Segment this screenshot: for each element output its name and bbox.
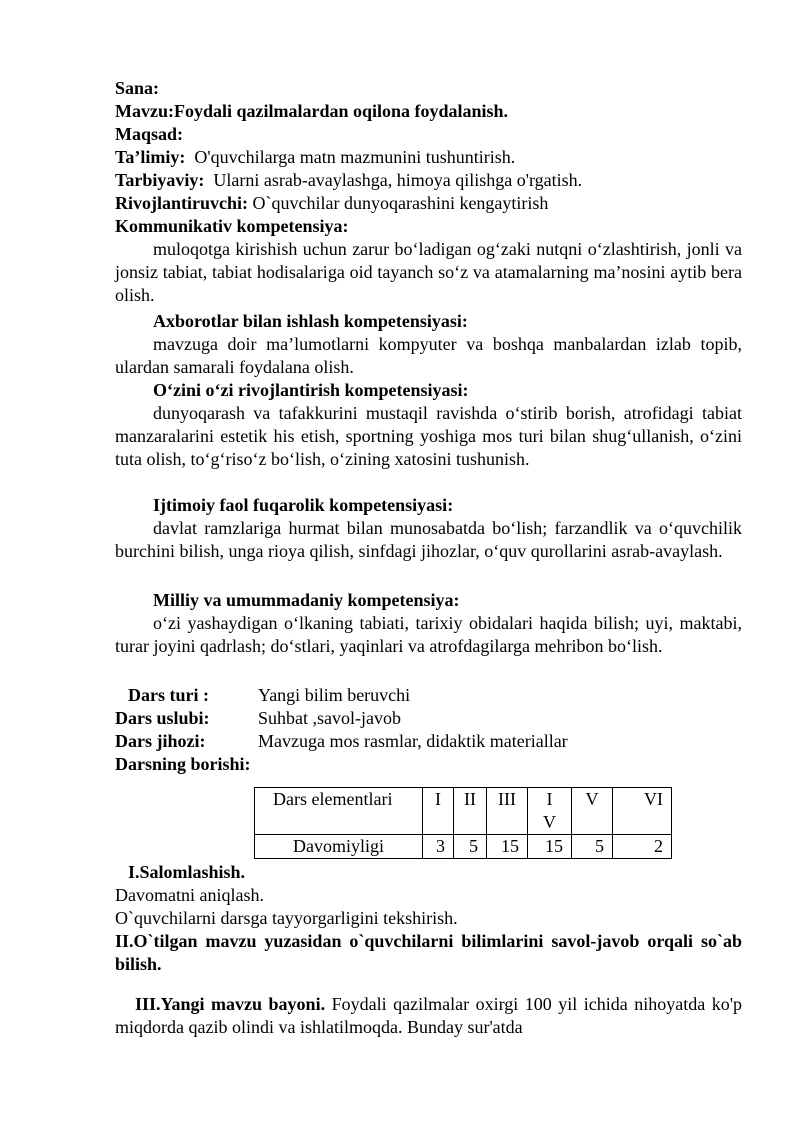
goal-upbringing-label: Tarbiyaviy: [115,170,205,190]
table-duration-cell: 15 [528,835,572,859]
lesson-duration-table [254,787,672,859]
table-row-label: Davomiyligi [255,835,423,859]
table-header-cell: VI [613,788,672,835]
table-header-text: III [498,789,516,809]
goal-upbringing-text: Ularni asrab-avaylashga, himoya qilishga o'rgatish. [213,170,583,190]
lesson-topic: Mavzu:Foydali qazilmalardan oqilona foydalanish. [115,101,509,121]
competency-communicative-body: muloqotga kirishish uchun zarur bo‘ladigan og‘zaki nutqni o‘zlashtirish, jonli va jonsiz tabiat, tabiat hodisalariga oid tayanch so‘z va atamalarning ma’nosini aytib bera olish. [115,239,742,305]
section-new-topic [115,993,742,1039]
competency-communicative-title: Kommunikativ kompetensiya: [115,216,349,236]
lesson-flow-label: Darsning borishi: [115,754,251,774]
table-duration-cell: 3 [423,835,454,859]
goal-upbringing [115,169,582,192]
competency-self-development-body: dunyoqarash va tafakkurini mustaqil ravishda o‘stirib borish, atrofidagi tabiat manzaralarini estetik his etish, sportning yoshiga mos turi bilan shug‘ullanish, o‘zini tuta olish, to‘g‘riso‘z bo‘lish, o‘zining xatosini tushunish. [115,403,742,469]
goal-educational-label: Ta’limiy: [115,147,186,167]
table-header-cell: II [454,788,487,835]
date-label: Sana: [115,78,160,98]
lesson-equipment-label: Dars jihozi: [115,731,206,751]
goal-educational-text: O'quvchilarga matn mazmunini tushuntirish. [194,147,516,167]
section-review-title: II.O`tilgan mavzu yuzasidan o`quvchilarni bilimlarini savol-javob orqali so`ab bilish. [115,931,742,974]
goal-heading: Maqsad: [115,124,184,144]
goal-developing-text: O`quvchilar dunyoqarashini kengaytirish [252,193,549,213]
section-greeting-line: Davomatni aniqlash. [115,885,264,905]
competency-information-title: Axborotlar bilan ishlash kompetensiyasi: [153,311,468,331]
lesson-equipment-value: Mavzuga mos rasmlar, didaktik materiallar [258,731,568,751]
table-duration-cell: 15 [487,835,528,859]
table-header-cell: I [423,788,454,835]
table-header-iv-top: I [546,789,553,809]
table-duration-cell: 5 [572,835,613,859]
section-greeting-line: O`quvchilarni darsga tayyorgarligini tekshirish. [115,908,458,928]
table-duration-cell: 5 [454,835,487,859]
competency-information-body: mavzuga doir ma’lumotlarni kompyuter va boshqa manbalardan izlab topib, ulardan samarali foydalana olish. [115,334,742,377]
section-new-topic-title: III.Yangi mavzu bayoni. [135,994,326,1014]
lesson-type-value: Yangi bilim beruvchi [258,685,411,705]
table-duration-cell: 2 [613,835,672,859]
lesson-type-label: Dars turi : [128,685,209,705]
competency-civic-body: davlat ramzlariga hurmat bilan munosabatda bo‘lish; farzandlik va o‘quvchilik burchini bilish, unga rioya qilish, sinfdagi jihozlar, o‘quv qurollarini asrab-avaylash. [115,518,742,561]
competency-civic-text [115,517,742,563]
section-new-topic-text: Foydali qazilmalar oxirgi 100 yil ichida nihoyatda ko'p miqdorda qazib olindi va ishlatilmoqda. Bunday sur'atda [115,994,743,1037]
table-header-iv-bottom: V [543,812,556,832]
competency-cultural-title: Milliy va umummadaniy kompetensiya: [153,590,460,610]
table-header-cell [528,788,572,835]
table-header-cell: V [572,788,613,835]
competency-self-development-text [115,402,742,471]
competency-self-development-title: O‘zini o‘zi rivojlantirish kompetensiyasi: [153,380,469,400]
section-greeting-title: I.Salomlashish. [128,862,246,882]
lesson-method-label: Dars uslubi: [115,708,210,728]
goal-developing [115,192,548,215]
competency-communicative-text [115,238,742,307]
goal-developing-label: Rivojlantiruvchi: [115,193,248,213]
competency-cultural-body: o‘zi yashaydigan o‘lkaning tabiati, tarixiy obidalari haqida bilish; uyi, maktabi, turar joyini qadrlash; do‘stlari, yaqinlari va atrofdagilarga mehribon bo‘lish. [115,613,742,656]
competency-civic-title: Ijtimoiy faol fuqarolik kompetensiyasi: [153,495,454,515]
goal-educational [115,146,515,169]
competency-cultural-text [115,612,742,658]
lesson-method-value: Suhbat ,savol-javob [258,708,401,728]
table-row-label: Dars elementlari [255,788,423,835]
table-row [255,788,672,835]
table-row [255,835,672,859]
competency-information-text [115,333,742,379]
table-header-cell [487,788,528,835]
